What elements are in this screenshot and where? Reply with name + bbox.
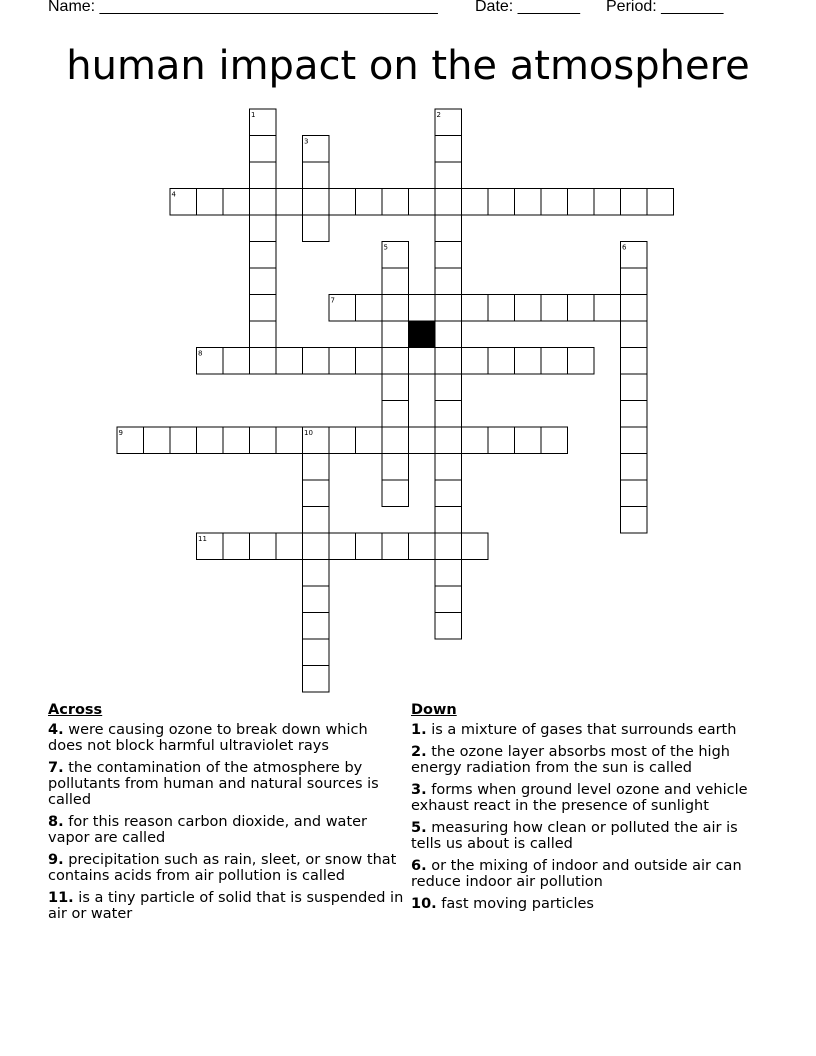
clue-down-1	[411, 722, 761, 738]
clue-text: the ozone layer absorbs most of the high energy radiation from the sun is called	[411, 744, 730, 776]
grid-cell[interactable]	[303, 560, 330, 587]
grid-cell[interactable]	[382, 454, 409, 481]
grid-cell[interactable]	[250, 242, 277, 269]
grid-cell[interactable]	[621, 189, 648, 216]
cell-number: 9	[118, 429, 123, 437]
grid-cell[interactable]	[435, 242, 462, 269]
grid-cell[interactable]	[223, 348, 250, 375]
grid-cell[interactable]	[356, 189, 383, 216]
grid-cell[interactable]	[356, 427, 383, 454]
clue-across-4	[48, 722, 406, 754]
clue-across-7	[48, 760, 406, 808]
grid-cell[interactable]	[621, 454, 648, 481]
clue-down-3	[411, 782, 761, 814]
grid-cell[interactable]	[382, 480, 409, 507]
grid-cell[interactable]	[462, 348, 489, 375]
cell-number: 3	[304, 137, 309, 146]
grid-cell[interactable]	[621, 480, 648, 507]
clue-number: 7.	[48, 760, 64, 776]
grid-cell[interactable]	[541, 189, 568, 216]
date-field-label: Date: _______	[475, 0, 580, 15]
grid-cell[interactable]	[303, 533, 330, 560]
grid-cell[interactable]	[303, 348, 330, 375]
grid-cell[interactable]	[382, 533, 409, 560]
grid-cell[interactable]	[276, 533, 303, 560]
clue-text: forms when ground level ozone and vehicle exhaust react in the presence of sunlight	[411, 782, 748, 814]
grid-cell[interactable]	[594, 295, 621, 322]
clue-number: 11.	[48, 890, 74, 906]
grid-cell[interactable]	[250, 348, 277, 375]
grid-cell[interactable]	[223, 427, 250, 454]
grid-cell[interactable]	[250, 268, 277, 295]
clue-number: 2.	[411, 744, 427, 760]
grid-cell[interactable]	[435, 507, 462, 534]
down-heading: Down	[411, 702, 457, 718]
grid-cell[interactable]	[409, 427, 436, 454]
grid-cell[interactable]	[621, 348, 648, 375]
grid-cell[interactable]	[568, 348, 595, 375]
grid-cell[interactable]	[144, 427, 171, 454]
cell-number: 6	[622, 243, 627, 252]
grid-cell[interactable]	[515, 189, 542, 216]
grid-cell[interactable]	[621, 321, 648, 348]
grid-cell[interactable]	[303, 162, 330, 189]
clue-down-6	[411, 858, 761, 890]
grid-cell[interactable]	[435, 295, 462, 322]
across-heading: Across	[48, 702, 103, 718]
clue-number: 8.	[48, 814, 64, 830]
grid-cell[interactable]	[435, 374, 462, 401]
clue-number: 4.	[48, 722, 64, 738]
grid-cell[interactable]	[621, 401, 648, 428]
grid-cell[interactable]	[435, 613, 462, 640]
grid-cell[interactable]	[303, 480, 330, 507]
grid-cell[interactable]	[409, 533, 436, 560]
grid-cell[interactable]	[462, 189, 489, 216]
grid-cell[interactable]	[250, 215, 277, 242]
clue-number: 6.	[411, 858, 427, 874]
grid-cell[interactable]	[276, 189, 303, 216]
grid-cell[interactable]	[329, 189, 356, 216]
clue-text: is a mixture of gases that surrounds earth	[431, 722, 737, 738]
grid-cell[interactable]	[435, 321, 462, 348]
grid-cell[interactable]	[223, 533, 250, 560]
grid-cell[interactable]	[435, 401, 462, 428]
grid-cell[interactable]	[541, 348, 568, 375]
grid-cell[interactable]	[250, 189, 277, 216]
cell-number: 11	[198, 535, 207, 543]
clue-number: 1.	[411, 722, 427, 738]
grid-cell[interactable]	[462, 427, 489, 454]
grid-cell[interactable]	[541, 295, 568, 322]
cell-number: 2	[436, 111, 441, 119]
grid-cell[interactable]	[250, 427, 277, 454]
grid-cell[interactable]	[197, 189, 224, 216]
grid-cell[interactable]	[250, 321, 277, 348]
grid-cell[interactable]	[409, 348, 436, 375]
grid-cell[interactable]	[435, 533, 462, 560]
clue-number: 3.	[411, 782, 427, 798]
grid-cell[interactable]	[170, 427, 197, 454]
grid-cell[interactable]	[435, 162, 462, 189]
grid-cell[interactable]	[382, 348, 409, 375]
grid-cell[interactable]	[303, 189, 330, 216]
grid-cell[interactable]	[329, 533, 356, 560]
clue-number: 10.	[411, 896, 437, 912]
filled-cell	[409, 321, 436, 348]
grid-cell[interactable]	[462, 533, 489, 560]
clue-text: or the mixing of indoor and outside air can reduce indoor air pollution	[411, 858, 742, 890]
grid-cell[interactable]	[329, 427, 356, 454]
grid-cell[interactable]	[223, 189, 250, 216]
clue-text: the contamination of the atmosphere by pollutants from human and natural sources is called	[48, 760, 379, 808]
grid-cell[interactable]	[303, 215, 330, 242]
grid-cell[interactable]	[621, 295, 648, 322]
grid-cell[interactable]	[541, 427, 568, 454]
clue-number: 5.	[411, 820, 427, 836]
grid-cell[interactable]	[647, 189, 674, 216]
cell-number: 1	[251, 111, 256, 119]
grid-cell[interactable]	[621, 427, 648, 454]
clue-text: fast moving particles	[441, 896, 594, 912]
cell-number: 10	[304, 429, 313, 437]
cell-number: 4	[171, 190, 176, 199]
grid-cell[interactable]	[621, 374, 648, 401]
grid-cell[interactable]	[488, 348, 515, 375]
grid-cell[interactable]	[621, 507, 648, 534]
grid-cell[interactable]	[382, 401, 409, 428]
grid-cell[interactable]	[568, 295, 595, 322]
grid-cell[interactable]	[303, 586, 330, 613]
grid-cell[interactable]	[409, 189, 436, 216]
grid-cell[interactable]	[250, 136, 277, 163]
clue-down-10	[411, 896, 761, 912]
grid-cell[interactable]	[276, 348, 303, 375]
grid-cell[interactable]	[435, 480, 462, 507]
grid-cell[interactable]	[276, 427, 303, 454]
name-field-label: Name: ______________________________________	[48, 0, 438, 15]
clue-across-8	[48, 814, 406, 846]
grid-cell[interactable]	[568, 189, 595, 216]
grid-cell[interactable]	[356, 533, 383, 560]
grid-cell[interactable]	[409, 295, 436, 322]
grid-cell[interactable]	[303, 454, 330, 481]
clue-text: is a tiny particle of solid that is suspended in air or water	[48, 890, 404, 922]
grid-cell[interactable]	[329, 348, 356, 375]
grid-cell[interactable]	[303, 507, 330, 534]
grid-cell[interactable]	[515, 348, 542, 375]
grid-cell[interactable]	[303, 666, 330, 693]
grid-cell[interactable]	[435, 189, 462, 216]
grid-cell[interactable]	[197, 427, 224, 454]
clue-across-9	[48, 852, 406, 884]
grid-cell[interactable]	[356, 348, 383, 375]
grid-cell[interactable]	[488, 295, 515, 322]
clue-across-11	[48, 890, 406, 922]
grid-cell[interactable]	[462, 295, 489, 322]
grid-cell[interactable]	[382, 374, 409, 401]
clue-text: for this reason carbon dioxide, and water vapor are called	[48, 814, 368, 846]
page-title: human impact on the atmosphere	[66, 43, 750, 89]
clue-down-5	[411, 820, 761, 852]
grid-cell[interactable]	[435, 560, 462, 587]
grid-cell[interactable]	[435, 348, 462, 375]
grid-cell[interactable]	[382, 295, 409, 322]
grid-cell[interactable]	[488, 189, 515, 216]
grid-cell[interactable]	[435, 586, 462, 613]
grid-cell[interactable]	[435, 427, 462, 454]
grid-cell[interactable]	[488, 427, 515, 454]
grid-cell[interactable]	[250, 533, 277, 560]
grid-cell[interactable]	[435, 454, 462, 481]
across-clues	[48, 702, 406, 928]
clue-text: measuring how clean or polluted the air is tells us about is called	[411, 820, 738, 852]
cell-number: 7	[330, 296, 335, 305]
grid-cell[interactable]	[515, 295, 542, 322]
clue-text: were causing ozone to break down which does not block harmful ultraviolet rays	[48, 722, 368, 754]
grid-cell[interactable]	[303, 639, 330, 666]
grid-cell[interactable]	[435, 215, 462, 242]
grid-cell[interactable]	[303, 613, 330, 640]
grid-cell[interactable]	[250, 162, 277, 189]
grid-cell[interactable]	[382, 321, 409, 348]
cell-number: 8	[198, 349, 203, 358]
grid-cell[interactable]	[621, 268, 648, 295]
grid-cell[interactable]	[356, 295, 383, 322]
period-field-label: Period: _______	[606, 0, 724, 15]
grid-cell[interactable]	[515, 427, 542, 454]
clue-text: precipitation such as rain, sleet, or snow that contains acids from air pollution is called	[48, 852, 397, 884]
grid-cell[interactable]	[250, 295, 277, 322]
clue-number: 9.	[48, 852, 64, 868]
grid-cell[interactable]	[435, 136, 462, 163]
grid-cell[interactable]	[382, 189, 409, 216]
grid-cell[interactable]	[594, 189, 621, 216]
grid-cell[interactable]	[382, 268, 409, 295]
down-clues	[411, 702, 761, 918]
grid-cell[interactable]	[382, 427, 409, 454]
cell-number: 5	[383, 243, 388, 252]
grid-cell[interactable]	[435, 268, 462, 295]
clue-down-2	[411, 744, 761, 776]
